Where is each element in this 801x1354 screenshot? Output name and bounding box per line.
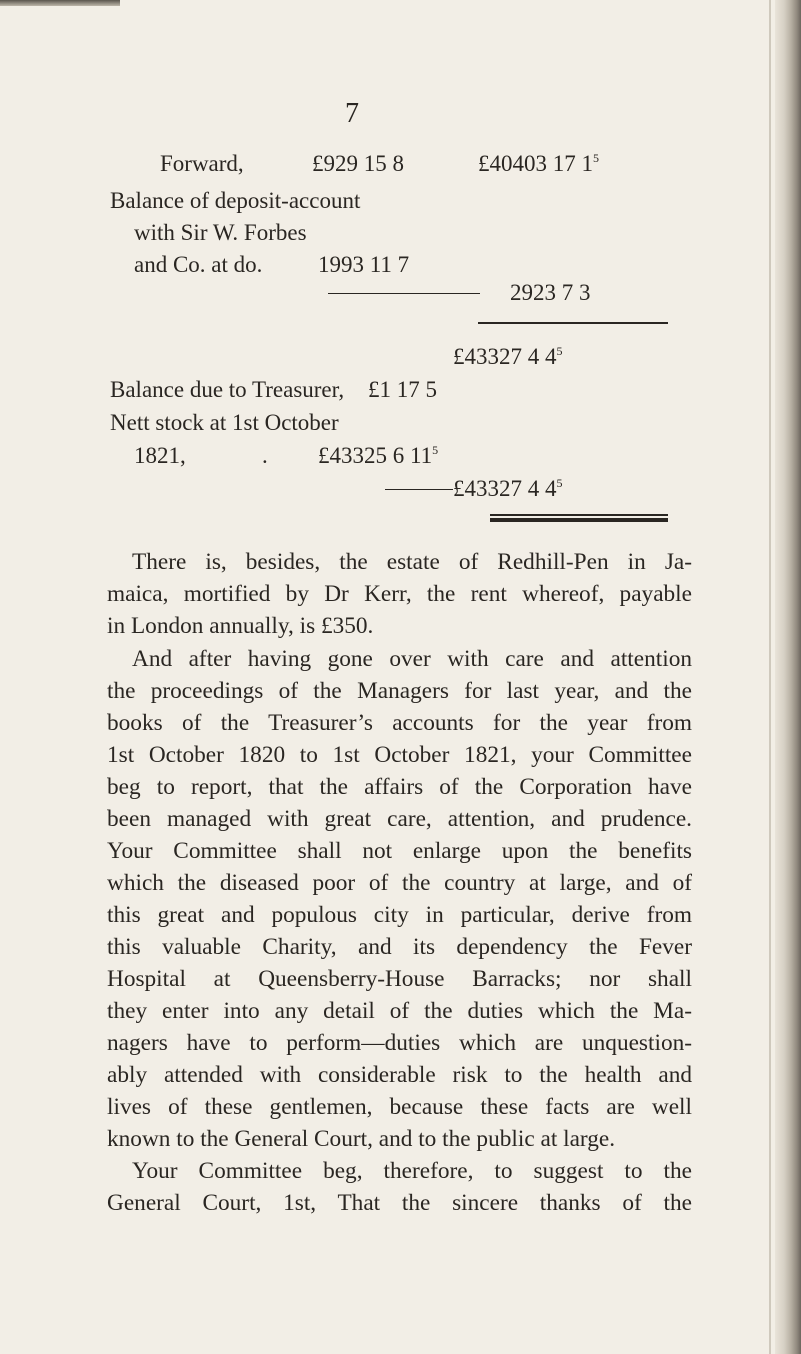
- text-line: known to the General Court, and to the public at large.: [107, 1126, 616, 1152]
- nett-rule: [385, 489, 453, 490]
- balance-total: £43327 4 $4^5$: [453, 344, 563, 369]
- text-line: Your Committee beg, therefore, to suggest to the: [132, 1158, 692, 1184]
- text-line: this great and populous city in particular, derive from: [107, 902, 692, 928]
- deposit-line-1: Balance of deposit-account: [110, 188, 361, 213]
- book-spine-edge: [775, 0, 801, 1354]
- final-rule-bottom: [490, 518, 668, 522]
- page-edge-line: [769, 0, 771, 1354]
- text-line: nagers have to perform—duties which are unquestion-: [107, 1030, 692, 1056]
- subtotal-rule: [328, 293, 480, 294]
- page-corner-shadow: [0, 0, 120, 6]
- text-line: beg to report, that the affairs of the Corporation have: [107, 774, 692, 800]
- text-line: ably attended with considerable risk to the health and: [107, 1062, 692, 1088]
- text-line: And after having gone over with care and attention: [132, 646, 692, 672]
- text-line: been managed with great care, attention, and prudence.: [107, 806, 692, 832]
- total-rule: [478, 322, 668, 324]
- text-line: Hospital at Queensberry-House Barracks; nor shall: [107, 966, 692, 992]
- text-line: books of the Treasurer’s accounts for the year from: [107, 710, 692, 736]
- text-line: 1st October 1820 to 1st October 1821, your Committee: [107, 742, 692, 768]
- nett-total: £43327 4 $4^5$: [453, 476, 563, 501]
- nett-dot: .: [262, 443, 268, 468]
- treasurer-amount: £1 17 5: [368, 377, 437, 402]
- text-line: this valuable Charity, and its dependency the Fever: [107, 934, 692, 960]
- final-rule-top: [490, 514, 668, 516]
- text-line: the proceedings of the Managers for last year, and the: [107, 678, 692, 704]
- treasurer-label: Balance due to Treasurer,: [110, 377, 345, 402]
- text-line: in London annually, is £350.: [107, 613, 374, 639]
- nett-amount: £43325 6 $11^5$: [318, 443, 439, 468]
- deposit-amount: 1993 11 7: [318, 252, 410, 277]
- nett-year: 1821,: [134, 443, 186, 468]
- text-line: General Court, 1st, That the sincere thanks of the: [107, 1190, 692, 1216]
- forward-left-amount: £929 15 8: [312, 151, 404, 176]
- text-line: There is, besides, the estate of Redhill-Pen in Ja-: [132, 549, 692, 575]
- nett-stock-label: Nett stock at 1st October: [110, 410, 339, 435]
- paragraph-estate: [107, 546, 692, 642]
- paragraph-suggestion: [107, 1155, 692, 1219]
- deposit-line-2: with Sir W. Forbes: [134, 220, 307, 245]
- text-line: they enter into any detail of the duties which the Ma-: [107, 998, 692, 1024]
- deposit-line-3: and Co. at do.: [134, 252, 263, 277]
- page-number: 7: [345, 98, 359, 129]
- forward-right-amount: £40403 17 $1^5$: [478, 151, 599, 176]
- text-line: Your Committee shall not enlarge upon the benefits: [107, 838, 692, 864]
- paragraph-report: [107, 643, 692, 1155]
- deposit-result: 2923 7 3: [510, 280, 591, 305]
- text-line: maica, mortified by Dr Kerr, the rent whereof, payable: [107, 581, 692, 607]
- text-line: which the diseased poor of the country at large, and of: [107, 870, 692, 896]
- text-line: lives of these gentlemen, because these facts are well: [107, 1094, 692, 1120]
- forward-label: Forward,: [160, 151, 244, 176]
